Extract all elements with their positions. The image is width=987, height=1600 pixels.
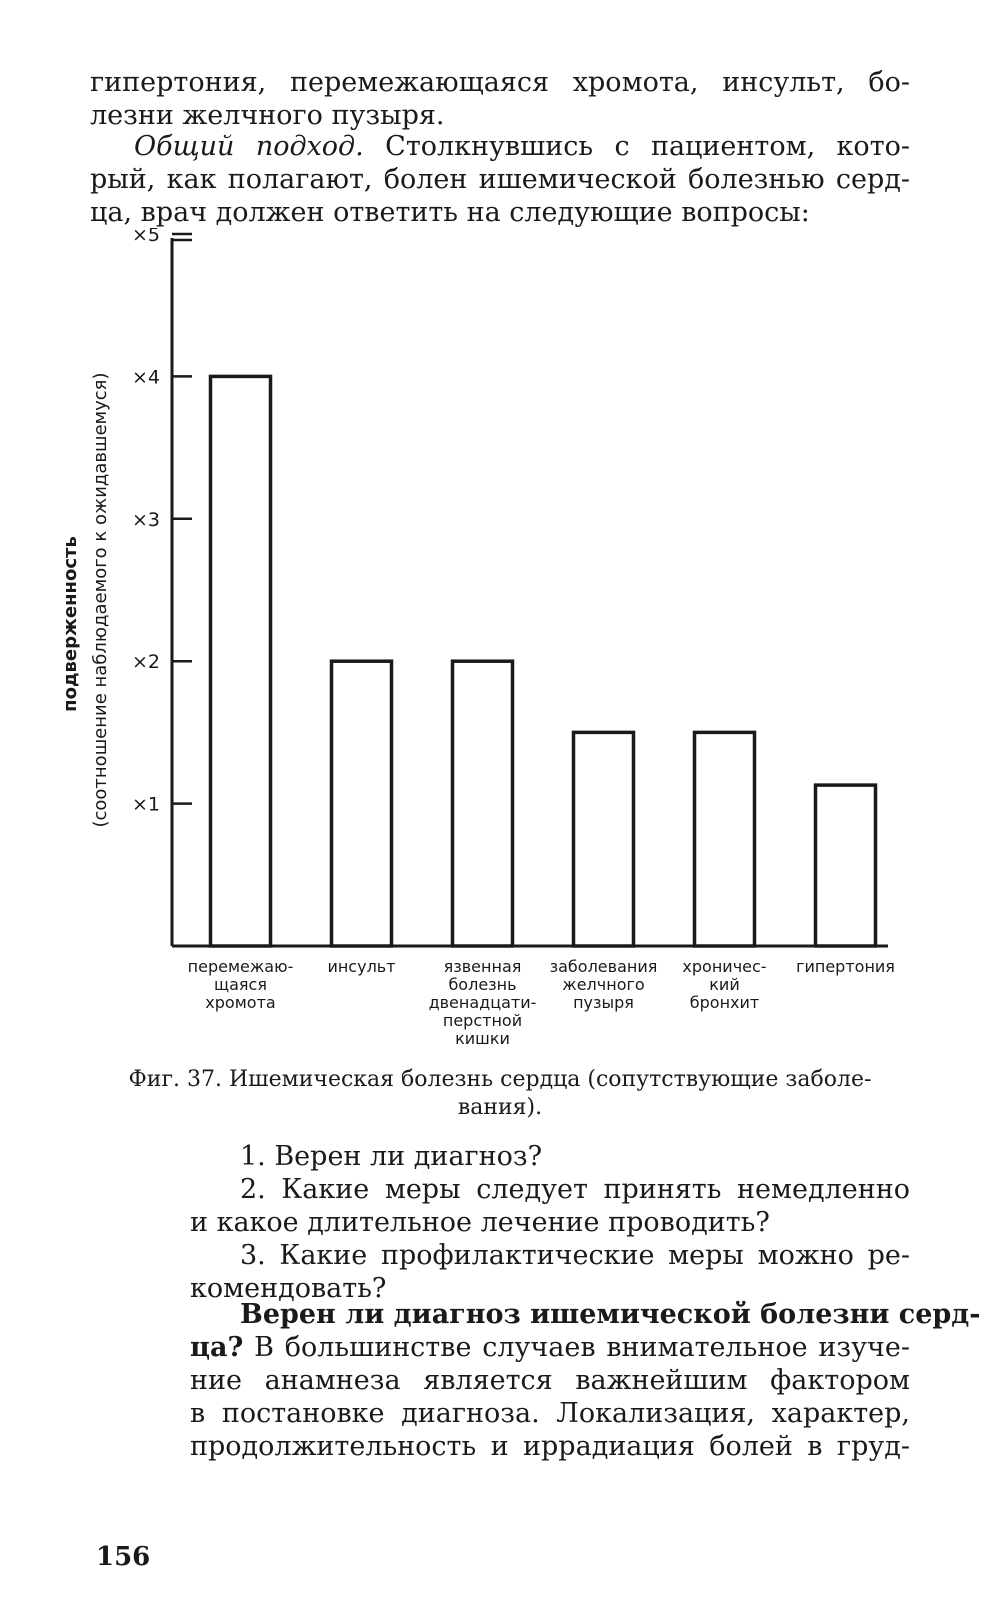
- y-tick-label: ×2: [131, 651, 160, 674]
- category-label-line: болезнь: [448, 975, 517, 994]
- y-tick-label: ×1: [131, 793, 160, 816]
- category-label-line: двенадцати-: [428, 993, 537, 1012]
- diagnosis-line-4: в постановке диагноза. Локализация, характер,: [190, 1398, 910, 1429]
- question-1: 1. Верен ли диагноз?: [240, 1141, 543, 1172]
- category-label-line: перстной: [442, 1011, 523, 1030]
- bars: [211, 376, 876, 946]
- diagnosis-heading-line-2: ца?: [190, 1332, 244, 1363]
- bar: [332, 661, 392, 946]
- category-label-line: язвенная: [443, 957, 522, 976]
- y-tick-label: ×4: [131, 366, 160, 389]
- diagnosis-paragraph: [190, 1298, 981, 1463]
- category-label-line: хромота: [205, 993, 276, 1012]
- diagnosis-line-2-rest: В большинстве случаев внимательное изуче-: [243, 1332, 910, 1363]
- y-ticks: [132, 228, 192, 816]
- intro-paragraph: [90, 66, 910, 132]
- category-label-line: гипертония: [796, 957, 895, 976]
- caption-line-2: вания).: [457, 1095, 543, 1120]
- question-2-line-2: и какое длительное лечение проводить?: [190, 1207, 770, 1238]
- intro-line-1: гипертония, перемежающаяся хромота, инсульт, бо-: [90, 67, 910, 98]
- y-axis-label: [60, 372, 111, 827]
- bar: [816, 785, 876, 946]
- category-label-line: пузыря: [573, 993, 634, 1012]
- category-label: [188, 957, 294, 1012]
- diagnosis-heading-line-1: Верен ли диагноз ишемической болезни серд-: [240, 1299, 981, 1330]
- category-label: [550, 957, 658, 1012]
- approach-line-3: ца, врач должен ответить на следующие вопросы:: [90, 197, 810, 228]
- category-label-line: хроничес-: [682, 957, 767, 976]
- y-tick-label: ×5: [131, 228, 160, 246]
- category-label-line: кишки: [455, 1029, 510, 1048]
- question-2-line-1: 2. Какие меры следует принять немедленно: [240, 1174, 910, 1205]
- category-label-line: инсульт: [327, 957, 396, 976]
- category-label: [327, 957, 395, 976]
- category-label-line: перемежаю-: [187, 957, 294, 976]
- category-label-line: бронхит: [689, 993, 760, 1012]
- page-number: 156: [96, 1542, 151, 1572]
- question-3-line-2: комендовать?: [190, 1273, 387, 1304]
- category-label: [429, 957, 537, 1048]
- approach-line-2: рый, как полагают, болен ишемической болезнью серд-: [90, 164, 910, 195]
- diagnosis-line-5: продолжительность и иррадиация болей в груд-: [190, 1431, 910, 1462]
- category-label-line: щаяся: [214, 975, 267, 994]
- bar: [574, 732, 634, 946]
- caption-line-1: Фиг. 37. Ишемическая болезнь сердца (сопутствующие заболе-: [128, 1067, 872, 1092]
- approach-paragraph: [90, 130, 910, 229]
- figure-caption: [90, 1066, 910, 1122]
- y-axis-label-line-1: подверженность: [60, 536, 81, 712]
- question-3-line-1: 3. Какие профилактические меры можно ре-: [240, 1240, 910, 1271]
- y-axis-label-line-2: (соотношение наблюдаемого к ожидавшемуся): [90, 372, 111, 828]
- diagnosis-line-2: [190, 1331, 910, 1364]
- bar: [453, 661, 513, 946]
- category-label-line: кий: [709, 975, 740, 994]
- approach-line-1-rest: Столкнувшись с пациентом, кото-: [363, 131, 911, 162]
- bar: [695, 732, 755, 946]
- category-label: [796, 957, 895, 976]
- approach-lead: Общий подход.: [134, 131, 364, 162]
- diagnosis-line-3: ние анамнеза является важнейшим фактором: [190, 1365, 910, 1396]
- bar: [211, 376, 271, 946]
- questions-list: [190, 1140, 910, 1305]
- category-labels: [188, 957, 895, 1048]
- intro-line-2: лезни желчного пузыря.: [90, 100, 445, 131]
- category-label: [682, 957, 766, 1012]
- category-label-line: желчного: [562, 975, 645, 994]
- approach-line-1: [90, 130, 910, 163]
- y-tick-label: ×3: [131, 508, 160, 531]
- category-label-line: заболевания: [549, 957, 658, 976]
- bar-chart: [0, 228, 987, 1058]
